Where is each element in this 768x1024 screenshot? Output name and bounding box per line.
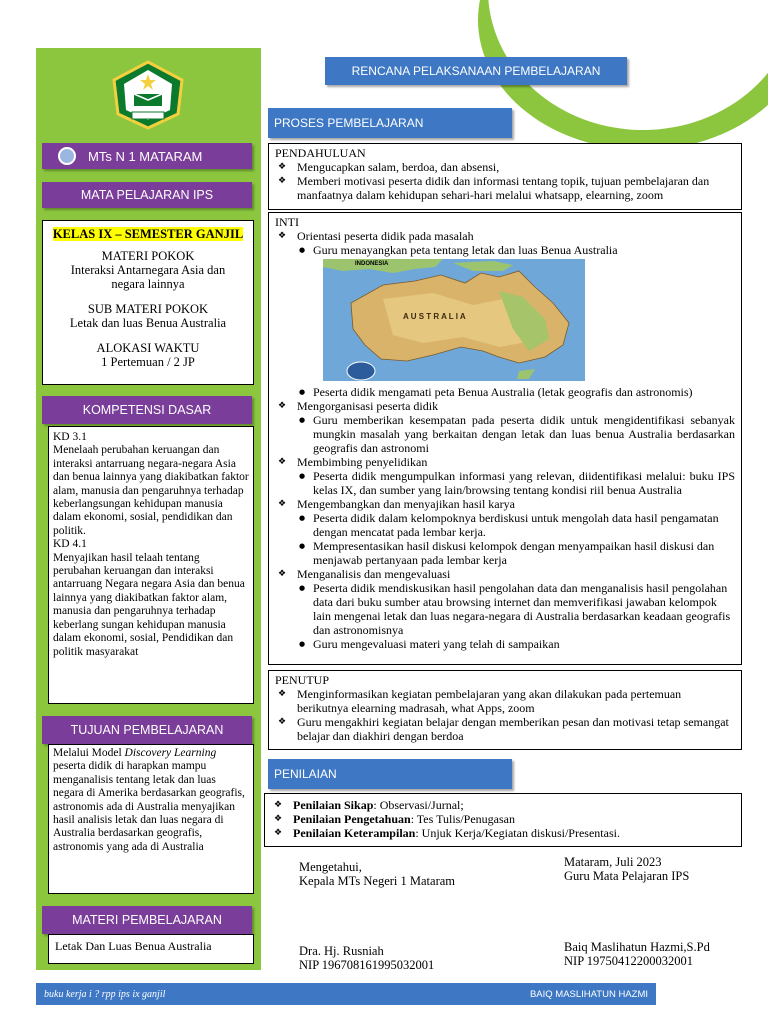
map-image [323, 259, 585, 381]
class-semester: KELAS IX – SEMESTER GANJIL [52, 227, 244, 241]
inti-bullet: ● Peserta didik dalam kelompoknya berdiskusi untuk mengolah data hasil pengamatan dengan mencatat pada lembar kerja. [275, 511, 735, 539]
pendahuluan-item: ❖ Mengucapkan salam, berdoa, dan absensi, [275, 160, 735, 174]
inti-bullet: ● Peserta didik mendiskusikan hasil pengolahan data dan menganalisis hasil pengolahan data dari buku sumber atau browsing internet dan memverifikasi jawaban kelompok lain mengenai letak dan luas negara-negara di Australia berdasarkan keadaan geografis dan astronomisnya [275, 581, 735, 637]
kd41-text: Menyajikan hasil telaah tentang perubahan keruangan dan interaksi antarruang Negara negara Asia dan benua lainnya yang diakibatkan faktor alam, manusia dan pengaruhnya terhadap keberlang sungan kehidupan manusia dalam ekonomi, sosial, Pendidikan dan politik masyarakat [53, 551, 245, 658]
australia-map [323, 259, 585, 381]
subject-label: MATA PELAJARAN IPS [80, 188, 214, 202]
penilaian-banner [268, 759, 512, 789]
page-title: RENCANA PELAKSANAAN PEMBELAJARAN [351, 64, 601, 78]
materi-box [48, 934, 254, 964]
sub-materi-text: Letak dan luas Benua Australia [69, 316, 227, 330]
sig-right-line1: Mataram, Juli 2023 [564, 855, 662, 869]
penilaian-item: ❖ Penilaian Pengetahuan: Tes Tulis/Penugasan [271, 812, 735, 826]
sig-right-nip: NIP 19750412200032001 [564, 954, 694, 968]
sig-right-line2: Guru Mata Pelajaran IPS [564, 869, 690, 883]
materi-header: MATERI PEMBELAJARAN [72, 913, 222, 927]
materi-text: Letak Dan Luas Benua Australia [55, 939, 212, 953]
map-label-indonesia: INDONESIA [355, 261, 389, 267]
kd-header: KOMPETENSI DASAR [82, 403, 212, 417]
tujuan-box [48, 744, 254, 894]
inti-bullet: ● Guru menayangkan peta tentang letak dan luas Benua Australia [275, 243, 735, 257]
signature-right [564, 855, 754, 883]
subject-banner [42, 182, 252, 208]
title-banner [325, 57, 627, 85]
inti-step: ❖ Mengorganisasi peserta didik [275, 399, 735, 413]
footer-left-text: buku kerja i ? rpp ips ix ganjil [44, 988, 166, 1000]
kd31-text: Menelaah perubahan keruangan dan interaksi antarruang negara-negara Asia dan benua lainnya yang diakibatkan faktor alam, manusia dan pengaruhnya terhadap keberlangsungan kehidupan manusia dalam ekonomi, sosial, pendidikan dan politik. [53, 444, 249, 537]
inti-step: ❖ Menganalisis dan mengevaluasi [275, 567, 735, 581]
signature-left-name [299, 944, 539, 972]
tujuan-banner [42, 716, 252, 744]
inti-step: ❖ Orientasi peserta didik pada masalah [275, 229, 735, 243]
footer-right-text: BAIQ MASLIHATUN HAZMI [529, 988, 648, 1000]
inti-title: INTI [275, 215, 299, 229]
school-name: MTs N 1 MATARAM [88, 148, 203, 164]
proses-banner [268, 108, 512, 138]
footer-bar [36, 983, 656, 1005]
sidebar [36, 48, 261, 970]
inti-bullet: ● Guru memberikan kesempatan pada peserta didik untuk mengidentifikasi sebanyak mungkin masalah yang berkaitan dengan letak dan luas benua Australia berdasarkan geografis dan astronomi [275, 413, 735, 455]
alokasi-text: 1 Pertemuan / 2 JP [101, 355, 195, 369]
signature-right-name [564, 940, 754, 968]
kd41-label: KD 4.1 [53, 538, 87, 551]
sig-left-line2: Kepala MTs Negeri 1 Mataram [299, 874, 456, 888]
penutup-box [268, 670, 742, 750]
signature-left [299, 860, 539, 888]
penilaian-item: ❖ Penilaian Sikap: Observasi/Jurnal; [271, 798, 735, 812]
penutup-item: ❖ Guru mengakhiri kegiatan belajar dengan memberikan pesan dan motivasi tetap semangat belajar dan diakhiri dengan berdoa [275, 715, 735, 743]
sig-left-name: Dra. Hj. Rusniah [299, 944, 384, 958]
materi-pokok-title: MATERI POKOK [101, 249, 195, 263]
penilaian-box [264, 793, 742, 847]
class-info-box [42, 220, 254, 385]
materi-banner [42, 906, 252, 934]
tujuan-text: peserta didik di harapkan mampu menganalisis tentang letak dan luas negara di Amerika berdasarkan geografis, astronomis ada di Australia menyajikan hasil analisis letak dan luas negara di Australia berdasarkan geografis, astronomis yang ada di Australia [53, 760, 245, 853]
proses-header: PROSES PEMBELAJARAN [274, 116, 424, 130]
materi-pokok-line1: Interaksi Antarnegara Asia dan [70, 263, 226, 277]
sub-materi-title: SUB MATERI POKOK [87, 302, 209, 316]
tujuan-header: TUJUAN PEMBELAJARAN [70, 723, 224, 737]
penutup-item: ❖ Menginformasikan kegiatan pembelajaran yang akan dilakukan pada pertemuan berikutnya elearning madrasah, what Apps, zoom [275, 687, 735, 715]
kd-box [48, 426, 254, 704]
inti-box [268, 212, 742, 665]
inti-bullet: ● Peserta didik mengumpulkan informasi yang relevan, diidentifikasi melalui: buku IPS kelas IX, dan sumber yang lain/browsing tentang kondisi riil benua Australia [275, 469, 735, 497]
inti-bullet: ● Guru mengevaluasi materi yang telah di sampaikan [275, 637, 735, 651]
inti-bullet: ● Mempresentasikan hasil diskusi kelompok dengan menyampaikan hasil diskusi dan menjawab pertanyaan pada lembar kerja [275, 539, 735, 567]
materi-pokok-line2: negara lainnya [111, 277, 185, 291]
pendahuluan-item: ❖ Memberi motivasi peserta didik dan informasi tentang topik, tujuan pembelajaran dan manfaatnya dalam kehidupan sehari-hari melalui whatsapp, elearning, zoom [275, 174, 735, 202]
sig-left-line1: Mengetahui, [299, 860, 362, 874]
tujuan-model: Discovery Learning [124, 747, 217, 759]
penutup-title: PENUTUP [275, 673, 330, 687]
penilaian-item: ❖ Penilaian Keterampilan: Unjuk Kerja/Kegiatan diskusi/Presentasi. [271, 826, 735, 840]
kd-banner [42, 396, 252, 424]
map-label-australia: A U S T R A L I A [403, 312, 466, 321]
inti-step: ❖ Mengembangkan dan menyajikan hasil karya [275, 497, 735, 511]
sig-right-name: Baiq Maslihatun Hazmi,S.Pd [564, 940, 710, 954]
kemenag-logo [110, 60, 186, 130]
school-banner [42, 143, 252, 169]
logo-image [110, 60, 186, 130]
inti-bullet: ● Peserta didik mengamati peta Benua Australia (letak geografis dan astronomis) [275, 385, 735, 399]
school-emblem-icon [58, 147, 76, 165]
kd31-label: KD 3.1 [53, 431, 87, 443]
inti-step: ❖ Membimbing penyelidikan [275, 455, 735, 469]
sig-left-nip: NIP 196708161995032001 [299, 958, 435, 972]
penilaian-header: PENILAIAN [274, 767, 337, 781]
pendahuluan-box [268, 143, 742, 210]
tujuan-prefix: Melalui Model [53, 747, 125, 759]
alokasi-title: ALOKASI WAKTU [96, 341, 200, 355]
pendahuluan-title: PENDAHULUAN [275, 146, 366, 160]
